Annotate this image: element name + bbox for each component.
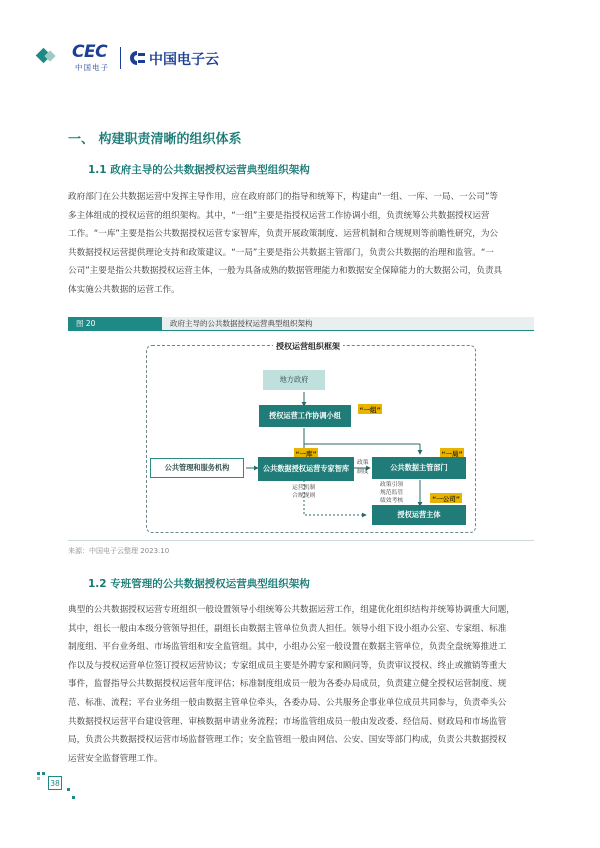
- dept-item-1: 政策引领: [380, 482, 404, 488]
- expert-think-tank-box: 公共数据授权运营专家智库: [258, 457, 354, 481]
- org-framework-title: 授权运营组织框架: [273, 341, 343, 352]
- header-divider: [120, 47, 121, 69]
- figure-source: 来源：中国电子云整理 2023.10: [68, 547, 170, 555]
- policy-label: 政策 制度: [357, 460, 369, 475]
- cec-logo-subtitle: 中国电子: [75, 63, 109, 72]
- cec-logo: CEC: [72, 42, 108, 62]
- coordination-group-box: 授权运营工作协调小组: [259, 405, 351, 427]
- figure-caption: 政府主导的公共数据授权运营典型组织架构: [170, 319, 313, 328]
- tag-bureau: “一局”: [441, 449, 463, 458]
- tag-company: “一公司”: [431, 494, 461, 503]
- subsection-title-1: 1.1 政府主导的公共数据授权运营典型组织架构: [88, 164, 310, 176]
- public-management-box: 公共管理和服务机构: [150, 458, 244, 478]
- page-number: 38: [48, 776, 62, 790]
- subsection-title-2: 1.2 专班管理的公共数据授权运营典型组织架构: [88, 578, 310, 590]
- china-electronics-cloud-logo-text: 中国电子云: [149, 52, 219, 68]
- data-authority-box: 公共数据主管部门: [372, 457, 466, 479]
- figure-number: 图 20: [68, 317, 162, 330]
- tag-group: “一组”: [359, 405, 381, 414]
- figure-bottom-rule: [68, 540, 534, 541]
- operator-box: 授权运营主体: [372, 505, 466, 525]
- tag-lib: “一库”: [295, 449, 317, 458]
- china-electronics-cloud-logo-icon: [128, 50, 146, 66]
- lib-item-2: 合规规则: [292, 493, 316, 499]
- lib-item-1: 运营机制: [292, 485, 316, 491]
- section-title: 一、 构建职责清晰的组织体系: [68, 132, 242, 147]
- local-government-box: 地方政府: [263, 370, 325, 390]
- paragraph-2: 典型的公共数据授权运营专班组织一般设置领导小组统筹公共数据运营工作，组建优化组织结构并统筹协调重大问题， 其中，组长一般由本级分管领导担任，副组长由数据主管单位负责人担任。领导小组下设小组办公室、专家组、标准 制度组、平台业务组、市场监管组和安全监管组。其中，小组办公室一般设置在数据主管单位，负责全盘统筹推进工 作以及与授权运营单位签订授权运营协议；专家组成员主要是外聘专家和顾问等，负责审议授权、终止或撤销等重大 事件，监督指导公共数据授权运营年度评估；标准制度组成员一般为各委办局成员，负责建立健全授权运营制度、规 范、标准、流程；平台业务组一般由数据主管单位牵头，各委办局、公共服务企事业单位成员共同参与，负责牵头公 共数据授权运营平台建设管理、审核数据申请业务流程；市场监管组成员一般由发改委、经信局、财政局和市场监管 局，负责公共数据授权运营市场监督管理工作；安全监管组一般由网信、公安、国安等部门构成，负责公共数据授权 运营安全监督管理工作。: [68, 605, 515, 764]
- paragraph-1: 政府部门在公共数据运营中发挥主导作用，应在政府部门的指导和统筹下，构建由“一组、一库、一局、一公司”等 多主体组成的授权运营的组织架构。其中，“一组”主要是指授权运营工作协调小组，负责统筹公共数据授权运营 工作。“一库”主要是指公共数据授权运营专家智库，负责开展政策制度、运营机制和合规规则等前瞻性研究，为公 共数据授权运营提供理论支持和政策建议。“一局”主要是指公共数据主管部门，负责公共数据的治理和监管。“一 公司”主要是指公共数据授权运营主体，一般为具备成熟的数据管理能力和数据安全保障能力的大数据公司，负责具 体实施公共数据的运营工作。: [68, 192, 503, 295]
- figure-rule: [68, 330, 534, 331]
- dept-item-3: 绩效考核: [380, 498, 404, 504]
- dept-item-2: 规范监管: [380, 490, 404, 496]
